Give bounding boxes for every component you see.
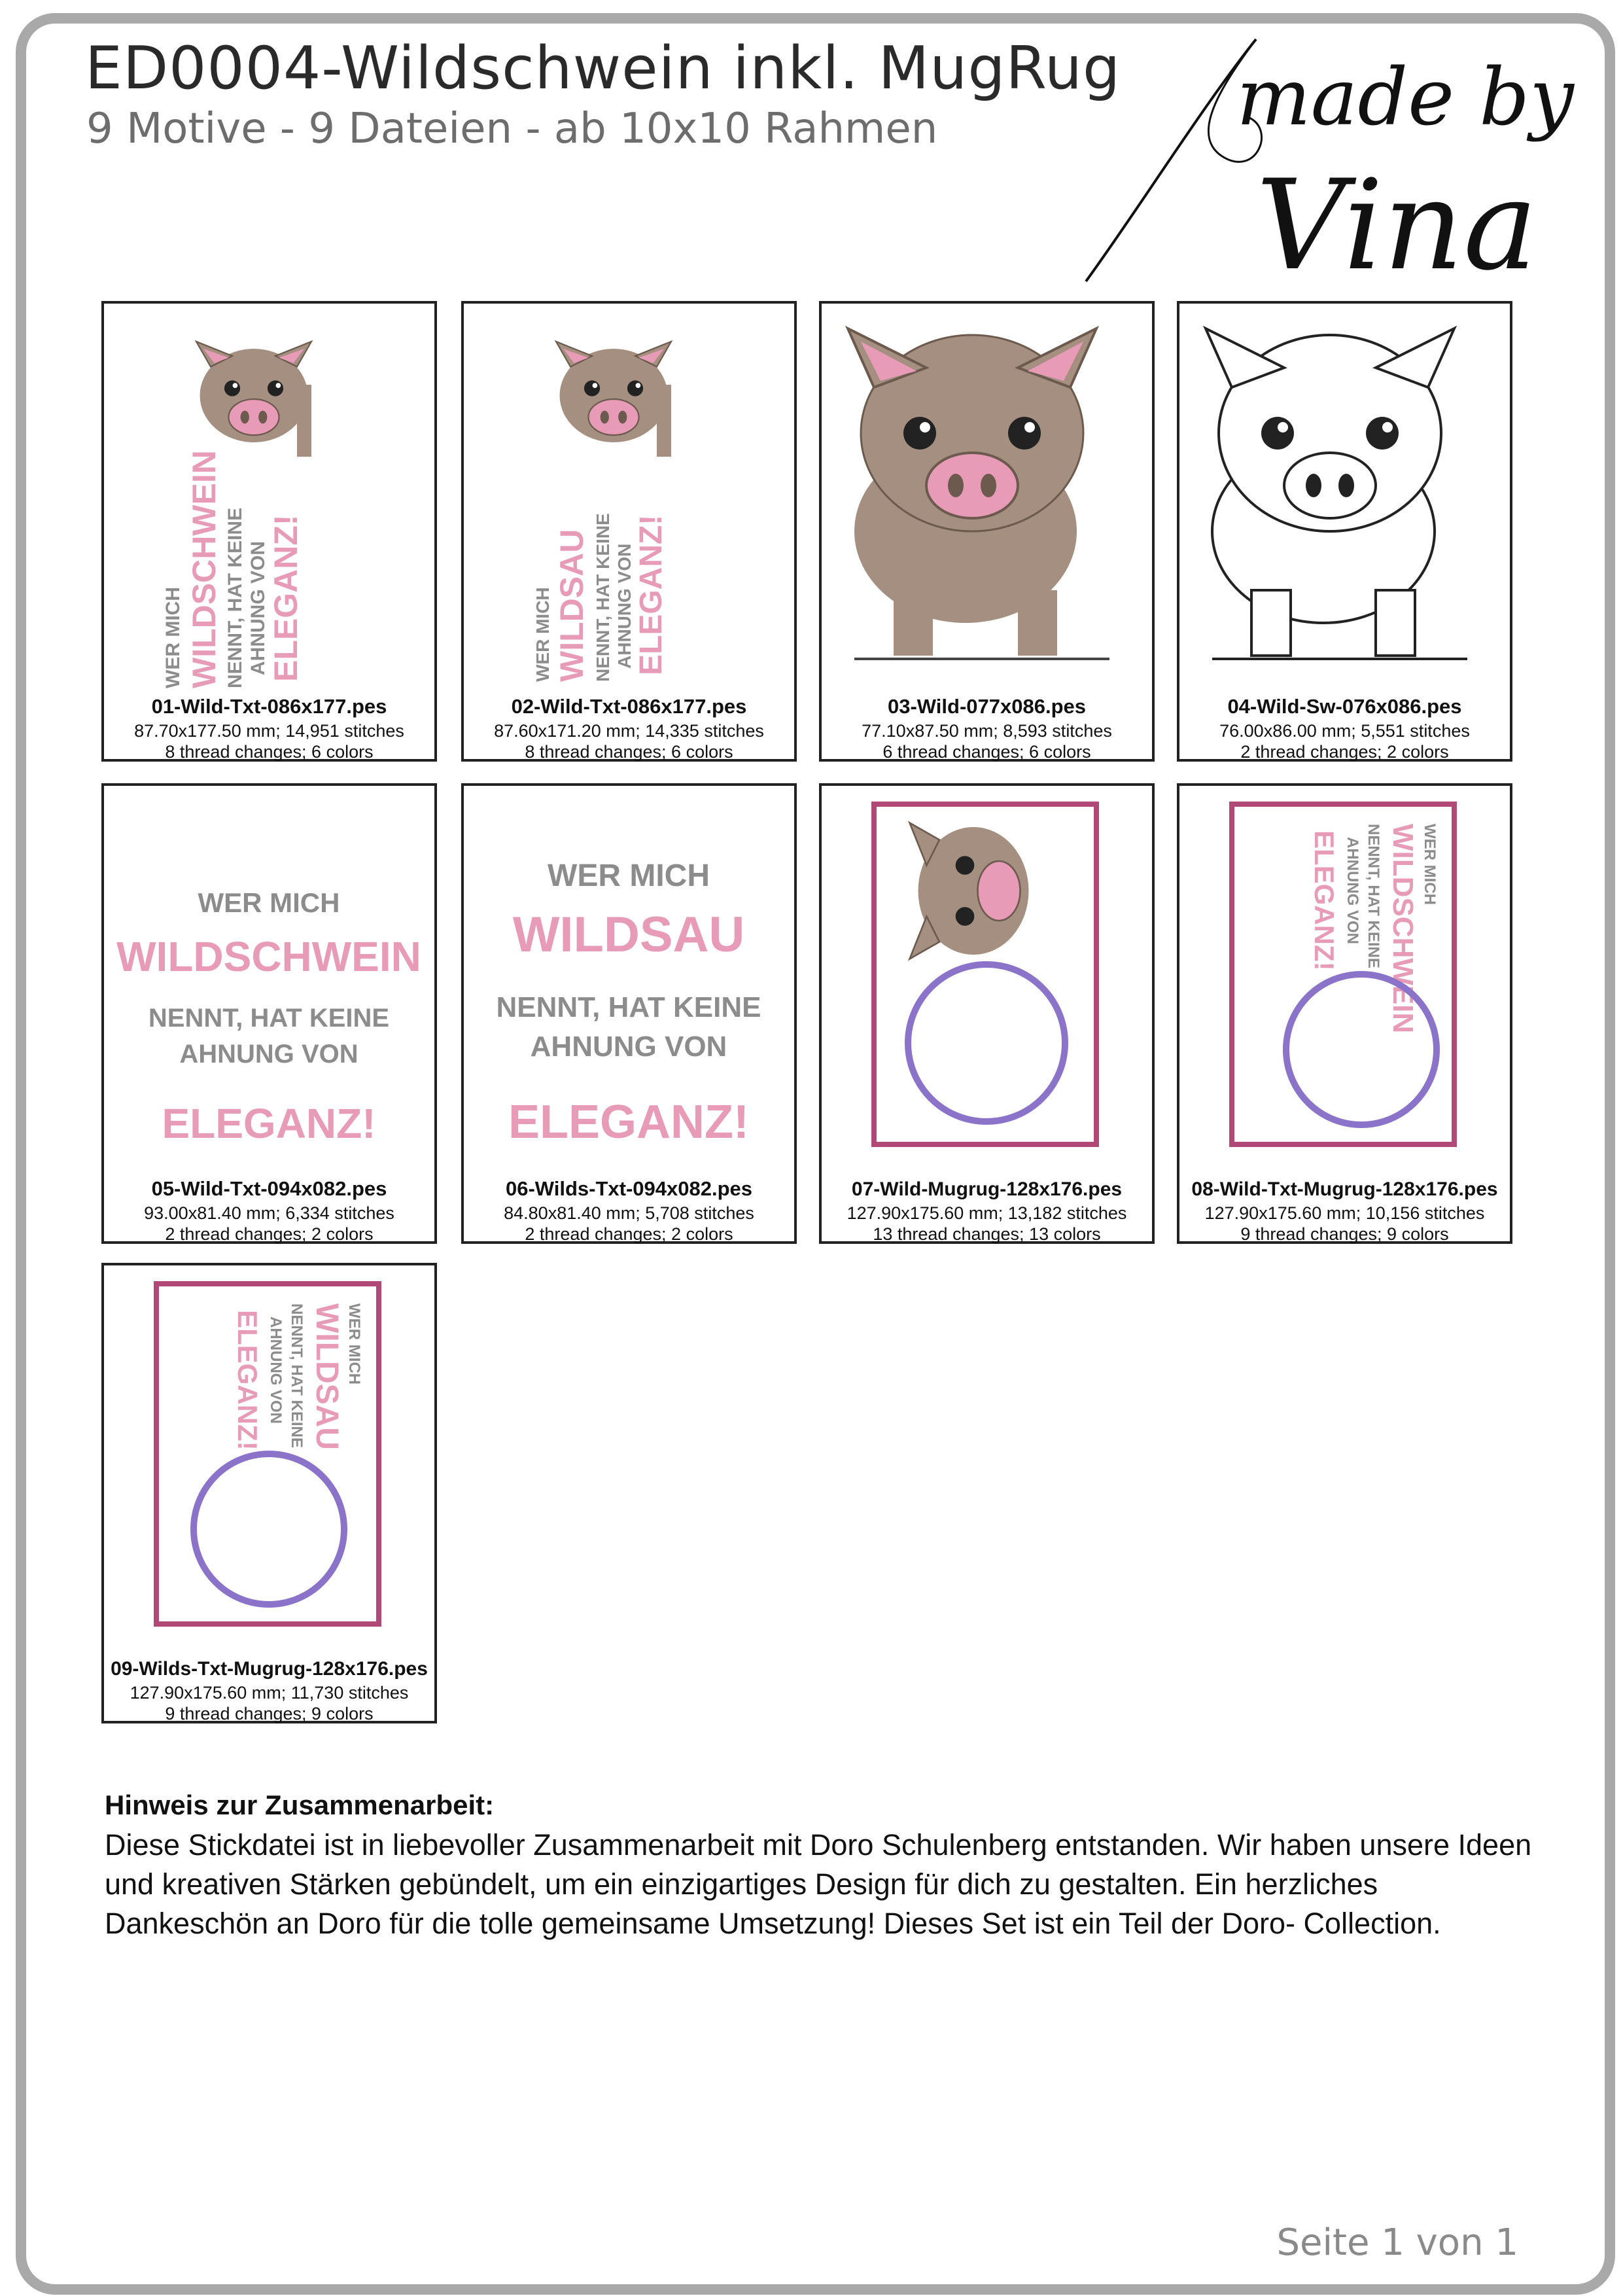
design-filename: 04-Wild-Sw-076x086.pes	[1227, 695, 1462, 718]
design-filename: 09-Wilds-Txt-Mugrug-128x176.pes	[111, 1658, 428, 1680]
design-card-01[interactable]	[101, 301, 437, 762]
design-preview-boar-color	[835, 315, 1139, 695]
design-text-line2: WILDSAU	[512, 907, 745, 963]
design-stats: 127.90x175.60 mm; 10,156 stitches	[1204, 1203, 1485, 1223]
design-text-line5: ELEGANZ!	[232, 1310, 263, 1451]
page-number: Seite 1 von 1	[1276, 2221, 1518, 2264]
design-text-line2: WILDSCHWEIN	[186, 450, 222, 688]
design-thread-changes: 13 thread changes; 13 colors	[873, 1224, 1101, 1244]
design-stats: 76.00x86.00 mm; 5,551 stitches	[1219, 721, 1470, 741]
design-text-line5: ELEGANZ!	[268, 514, 304, 682]
design-text-line3: NENNT, HAT KEINE	[148, 1004, 390, 1033]
design-text-line5: ELEGANZ!	[1309, 830, 1340, 971]
design-card-07[interactable]	[819, 783, 1155, 1244]
design-card-08[interactable]	[1177, 783, 1512, 1244]
design-filename: 05-Wild-Txt-094x082.pes	[151, 1177, 387, 1200]
design-text-line4: AHNUNG VON	[530, 1031, 727, 1063]
design-thread-changes: 9 thread changes; 9 colors	[1240, 1224, 1449, 1244]
logo-made-by: made by	[1236, 52, 1574, 143]
note-heading: Hinweis zur Zusammenarbeit:	[105, 1790, 495, 1820]
design-text-line1: WER MICH	[345, 1303, 363, 1385]
design-filename: 08-Wild-Txt-Mugrug-128x176.pes	[1191, 1178, 1498, 1200]
design-text-line5: ELEGANZ!	[162, 1100, 376, 1147]
design-preview-mugrug-text	[1193, 798, 1497, 1177]
design-stats: 127.90x175.60 mm; 11,730 stitches	[130, 1683, 409, 1703]
design-text-line3: NENNT, HAT KEINE	[288, 1303, 305, 1448]
design-stats: 127.90x175.60 mm; 13,182 stitches	[846, 1203, 1127, 1223]
design-text-line2: WILDSCHWEIN	[1387, 824, 1419, 1034]
design-thread-changes: 8 thread changes; 6 colors	[165, 742, 374, 762]
design-text-line2: WILDSAU	[309, 1303, 344, 1450]
design-preview-mugrug-boar	[835, 798, 1139, 1177]
design-stats: 87.70x177.50 mm; 14,951 stitches	[134, 721, 404, 741]
design-preview-boar-outline	[1193, 315, 1497, 695]
design-filename: 01-Wild-Txt-086x177.pes	[151, 695, 387, 718]
design-text-line4: AHNUNG VON	[247, 540, 269, 675]
design-text-line4: AHNUNG VON	[179, 1040, 358, 1069]
design-text-line2: WILDSAU	[553, 529, 590, 682]
page-subtitle: 9 Motive - 9 Dateien - ab 10x10 Rahmen	[86, 105, 938, 153]
design-text-line5: ELEGANZ!	[634, 514, 669, 675]
design-text-line4: AHNUNG VON	[1344, 837, 1361, 945]
design-text-line1: WER MICH	[162, 587, 184, 688]
design-text-line5: ELEGANZ!	[508, 1096, 749, 1148]
design-text-line3: NENNT, HAT KEINE	[224, 507, 246, 688]
design-preview-text-horizontal	[117, 798, 421, 1177]
logo-vina: Vina	[1256, 153, 1538, 298]
design-preview-boar-text-vertical	[117, 315, 421, 695]
design-card-04[interactable]	[1177, 301, 1512, 762]
page-title: ED0004-Wildschwein inkl. MugRug	[85, 34, 1121, 103]
design-card-05[interactable]	[101, 783, 437, 1244]
design-text-line1: WER MICH	[548, 858, 710, 893]
design-filename: 07-Wild-Mugrug-128x176.pes	[851, 1178, 1123, 1200]
design-text-line2: WILDSCHWEIN	[116, 933, 421, 980]
design-text-line4: AHNUNG VON	[614, 543, 635, 669]
design-filename: 02-Wild-Txt-086x177.pes	[511, 695, 747, 718]
made-by-vina-logo	[1060, 26, 1574, 298]
design-text-line3: NENNT, HAT KEINE	[496, 991, 761, 1023]
design-text-line4: AHNUNG VON	[267, 1316, 285, 1424]
design-thread-changes: 9 thread changes; 9 colors	[165, 1704, 374, 1723]
design-thread-changes: 2 thread changes; 2 colors	[1240, 742, 1449, 762]
design-stats: 77.10x87.50 mm; 8,593 stitches	[862, 721, 1112, 741]
design-text-line3: NENNT, HAT KEINE	[1365, 824, 1382, 968]
design-filename: 06-Wilds-Txt-094x082.pes	[505, 1177, 753, 1200]
design-preview-text-horizontal	[477, 798, 781, 1177]
design-card-09[interactable]	[101, 1263, 437, 1723]
design-stats: 84.80x81.40 mm; 5,708 stitches	[504, 1203, 754, 1223]
design-text-line3: NENNT, HAT KEINE	[593, 513, 613, 682]
design-stats: 93.00x81.40 mm; 6,334 stitches	[144, 1203, 394, 1223]
design-thread-changes: 6 thread changes; 6 colors	[882, 742, 1091, 762]
design-text-line1: WER MICH	[532, 587, 553, 682]
design-card-06[interactable]	[461, 783, 797, 1244]
note-body: Diese Stickdatei ist in liebevoller Zusammenarbeit mit Doro Schulenberg entstanden. Wir haben unsere Ideen und kreativen Stärken gebündelt, um ein einzigartiges Design für dich zu gestalten. Ein herzliches Dankeschön an Doro für die tolle gemeinsame Umsetzung! Dieses Set ist ein Teil der Doro- Collection.	[105, 1828, 1532, 1940]
design-filename: 03-Wild-077x086.pes	[888, 695, 1086, 718]
design-stats: 87.60x171.20 mm; 14,335 stitches	[494, 721, 764, 741]
design-thread-changes: 2 thread changes; 2 colors	[525, 1224, 733, 1244]
design-card-02[interactable]	[461, 301, 797, 762]
design-card-03[interactable]	[819, 301, 1155, 762]
design-text-line1: WER MICH	[1421, 824, 1439, 905]
design-preview-mugrug-text	[117, 1277, 421, 1657]
design-preview-boar-text-vertical	[477, 315, 781, 695]
design-text-line1: WER MICH	[198, 887, 340, 918]
design-thread-changes: 8 thread changes; 6 colors	[525, 742, 733, 762]
design-thread-changes: 2 thread changes; 2 colors	[165, 1224, 374, 1244]
